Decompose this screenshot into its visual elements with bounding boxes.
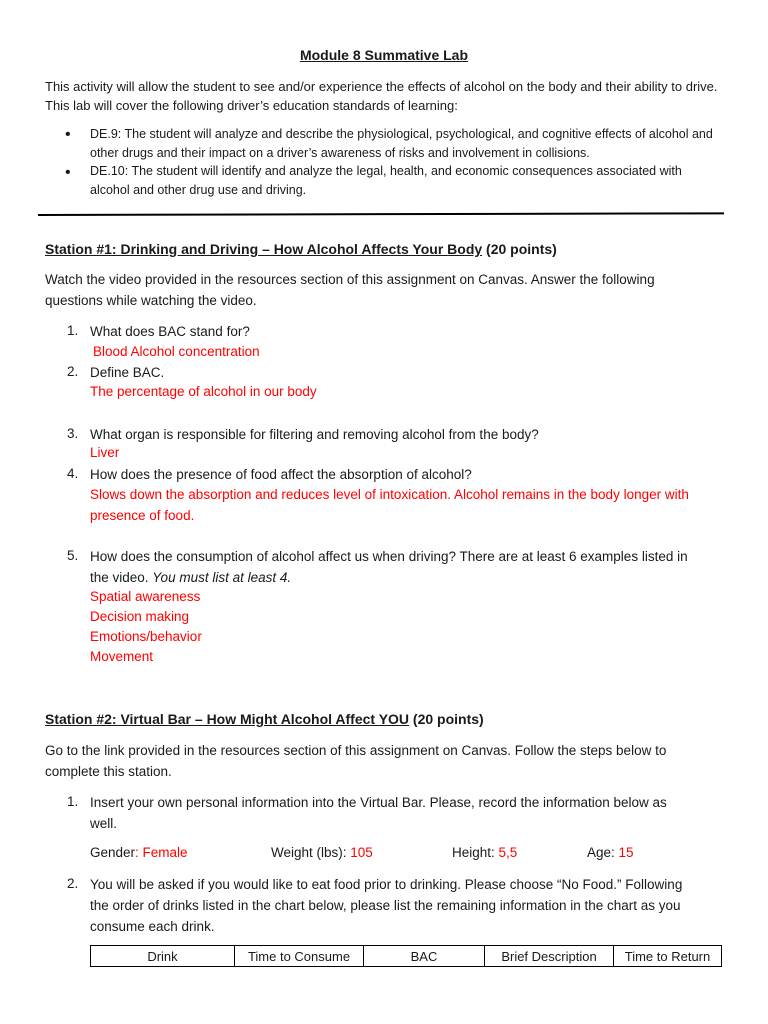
question-5-text: the video. [90, 570, 153, 585]
question-5-line-1: How does the consumption of alcohol affect us when driving? There are at least 6 examples listed in [90, 549, 688, 564]
station-1-title: Station #1: Drinking and Driving – How Alcohol Affects Your Body [45, 241, 483, 257]
column-header-drink: Drink [91, 946, 235, 967]
height-value: 5,5 [498, 845, 518, 860]
station-2-instructions [45, 740, 735, 782]
question-number: 3. [67, 426, 79, 441]
section-divider [38, 212, 724, 216]
station-2-question-2-line-2: the order of drinks listed in the chart below, please list the remaining information in the chart as you [90, 898, 681, 913]
intro-line-1: This activity will allow the student to see and/or experience the effects of alcohol on the body and their ability to drive. [45, 79, 718, 94]
gender-value: : Female [135, 845, 188, 860]
column-header-time-to-return: Time to Return [614, 946, 722, 967]
column-header-bac: BAC [364, 946, 485, 967]
answer-4-line-1: Slows down the absorption and reduces level of intoxication. Alcohol remains in the body longer with [90, 487, 689, 502]
question-4: How does the presence of food affect the absorption of alcohol? [90, 467, 472, 482]
station-2-question-2-line-1: You will be asked if you would like to eat food prior to drinking. Please choose “No Food.” Following [90, 877, 683, 892]
answer-5-item: Spatial awareness [90, 589, 201, 604]
intro-line-2: This lab will cover the following driver’s education standards of learning: [45, 98, 458, 113]
question-1: What does BAC stand for? [90, 324, 250, 339]
bullet-dot-2: • [65, 164, 71, 181]
station-2-title: Station #2: Virtual Bar – How Might Alcohol Affect YOU [45, 711, 410, 727]
answer-5-item: Movement [90, 649, 154, 664]
station-1-instructions [45, 269, 735, 311]
station-2-question-1-line-2: well. [90, 816, 118, 831]
station-1-heading [45, 239, 557, 259]
answer-5-list [90, 587, 202, 667]
station-2-question-2-line-3: consume each drink. [90, 919, 215, 934]
station-2-instructions-line-2: complete this station. [45, 764, 172, 779]
station-2-instructions-line-1: Go to the link provided in the resources section of this assignment on Canvas. Follow the steps below to [45, 743, 667, 758]
answer-3: Liver [90, 445, 120, 460]
question-5-line-2 [90, 567, 730, 588]
column-header-brief-description: Brief Description [485, 946, 614, 967]
question-3: What organ is responsible for filtering and removing alcohol from the body? [90, 427, 539, 442]
question-number: 2. [67, 364, 79, 379]
standard-de10 [90, 162, 740, 200]
question-number: 1. [67, 323, 79, 338]
question-number: 4. [67, 466, 79, 481]
bullet-dot-1: • [65, 126, 71, 143]
question-number: 5. [67, 548, 79, 563]
height-label: Height: [452, 845, 499, 860]
standard-de10-line-2: alcohol and other drug use and driving. [90, 183, 307, 197]
station-2-question-2 [90, 874, 730, 937]
question-2: Define BAC. [90, 365, 165, 380]
answer-5-item: Emotions/behavior [90, 629, 202, 644]
standard-de9-line-2: other drugs and their impact on a driver’s awareness of risks and involvement in collisions. [90, 146, 590, 160]
column-header-time-to-consume: Time to Consume [235, 946, 364, 967]
station-2-heading [45, 709, 484, 729]
station-1-points: (20 points) [482, 241, 557, 257]
standard-de10-line-1: DE.10: The student will identify and analyze the legal, health, and economic consequences associated with [90, 164, 682, 178]
gender-field [90, 843, 188, 863]
station-1-instructions-line-1: Watch the video provided in the resources section of this assignment on Canvas. Answer the following [45, 272, 655, 287]
question-number: 1. [67, 794, 79, 809]
table-header-row [91, 946, 722, 967]
height-field [452, 843, 517, 863]
intro-paragraph [45, 77, 735, 115]
age-label: Age: [587, 845, 619, 860]
station-2-question-1 [90, 792, 730, 834]
age-field [587, 843, 634, 863]
station-2-question-1-line-1: Insert your own personal information into the Virtual Bar. Please, record the information below as [90, 795, 667, 810]
age-value: 15 [618, 845, 634, 860]
station-1-instructions-line-2: questions while watching the video. [45, 293, 257, 308]
weight-field [271, 843, 373, 863]
answer-4 [90, 485, 730, 526]
station-2-points: (20 points) [409, 711, 484, 727]
answer-5-item: Decision making [90, 609, 190, 624]
page-title: Module 8 Summative Lab [299, 47, 469, 63]
answer-1: Blood Alcohol concentration [93, 344, 260, 359]
standard-de9 [90, 125, 740, 163]
gender-label: Gender [90, 845, 136, 860]
weight-label: Weight (lbs): [271, 845, 351, 860]
question-number: 2. [67, 876, 79, 891]
question-5 [90, 546, 730, 588]
drinks-table [90, 945, 722, 967]
standard-de9-line-1: DE.9: The student will analyze and describe the physiological, psychological, and cognitive effects of alcohol and [90, 127, 713, 141]
weight-value: 105 [350, 845, 373, 860]
answer-2: The percentage of alcohol in our body [90, 384, 317, 399]
question-5-requirement: You must list at least 4. [152, 570, 292, 585]
answer-4-line-2: presence of food. [90, 508, 195, 523]
